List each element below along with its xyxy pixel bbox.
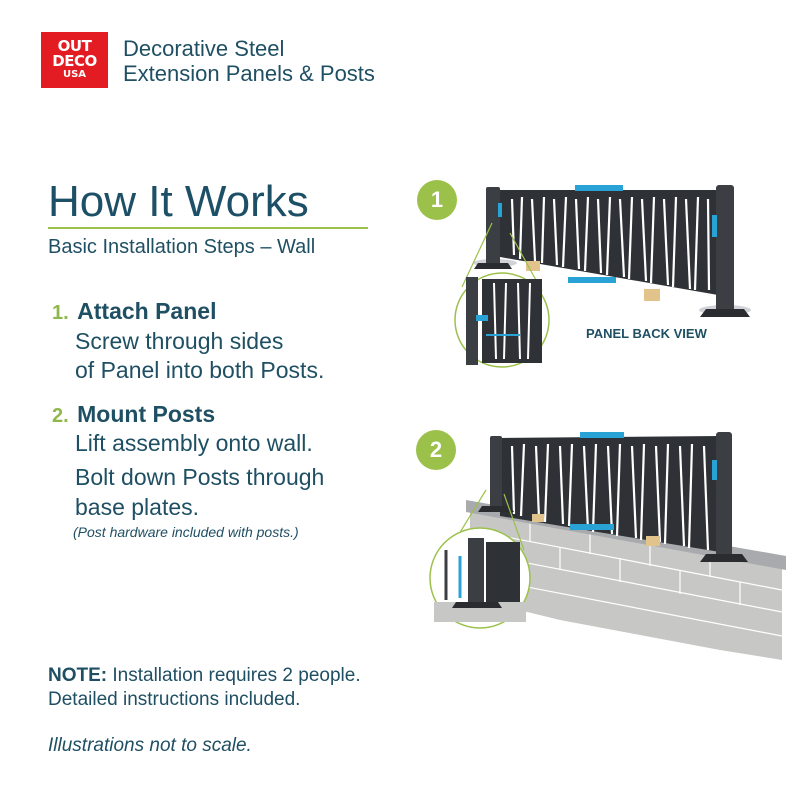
step-2-line-2: Bolt down Posts through bbox=[75, 464, 325, 490]
note-label: NOTE: bbox=[48, 665, 108, 686]
bottom-bracket bbox=[568, 277, 616, 283]
step-2-heading bbox=[52, 401, 215, 428]
wall-right-post bbox=[716, 432, 732, 558]
step-2-badge: 2 bbox=[416, 430, 456, 470]
top-bracket bbox=[575, 185, 623, 191]
wall-wood-block-left bbox=[532, 514, 544, 522]
left-screw-bracket bbox=[498, 203, 502, 217]
logo-line-1: OUT bbox=[57, 37, 92, 55]
wall-detail-panel bbox=[486, 542, 520, 602]
logo-line-3: USA bbox=[62, 69, 87, 80]
wall-right-screw-bracket bbox=[712, 460, 717, 480]
left-post bbox=[486, 187, 500, 265]
step-1-number: 1. bbox=[52, 302, 69, 324]
wood-block-right bbox=[644, 289, 660, 301]
panel-back-view-label: PANEL BACK VIEW bbox=[586, 326, 707, 341]
heading-divider bbox=[48, 227, 368, 229]
step-1-line-1: Screw through sides bbox=[75, 328, 284, 354]
panel-back-view-illustration bbox=[450, 175, 790, 385]
right-post bbox=[716, 185, 734, 313]
step-2-line-3: base plates. bbox=[75, 494, 200, 520]
wall-left-post bbox=[490, 436, 502, 508]
note-line-1: Installation requires 2 people. bbox=[107, 665, 361, 686]
step-1-badge: 1 bbox=[417, 180, 457, 220]
step-2-title: Mount Posts bbox=[77, 401, 216, 427]
detail-panel bbox=[482, 279, 542, 363]
wall-wood-block-right bbox=[646, 536, 660, 546]
right-base-plate bbox=[700, 309, 750, 317]
outdeco-logo bbox=[41, 32, 108, 88]
wall-mount-illustration bbox=[420, 430, 790, 670]
scale-disclaimer: Illustrations not to scale. bbox=[48, 735, 252, 756]
wall-right-base-plate bbox=[700, 554, 748, 562]
product-title-line-2: Extension Panels & Posts bbox=[123, 61, 375, 86]
detail-bracket bbox=[476, 315, 488, 321]
step-2-line-1: Lift assembly onto wall. bbox=[75, 430, 313, 456]
wall-detail-base-plate bbox=[452, 602, 502, 608]
wall-bottom-bracket bbox=[570, 524, 614, 530]
step-1-line-2: of Panel into both Posts. bbox=[75, 357, 325, 383]
logo-line-2: DECO bbox=[52, 52, 97, 70]
step-2-number: 2. bbox=[52, 405, 69, 427]
wall-top-bracket bbox=[580, 432, 624, 438]
left-base-plate bbox=[474, 263, 512, 269]
installation-note bbox=[48, 664, 361, 712]
step-1-heading bbox=[52, 298, 216, 325]
page-heading: How It Works bbox=[48, 177, 309, 226]
step-1-title: Attach Panel bbox=[77, 298, 217, 324]
product-title-line-1: Decorative Steel bbox=[123, 36, 285, 61]
wall-detail-post bbox=[468, 538, 484, 606]
product-title bbox=[123, 36, 375, 86]
post-hardware-note: (Post hardware included with posts.) bbox=[73, 524, 299, 540]
note-line-2: Detailed instructions included. bbox=[48, 689, 301, 710]
right-screw-bracket bbox=[712, 215, 717, 237]
page-subtitle: Basic Installation Steps – Wall bbox=[48, 236, 316, 258]
